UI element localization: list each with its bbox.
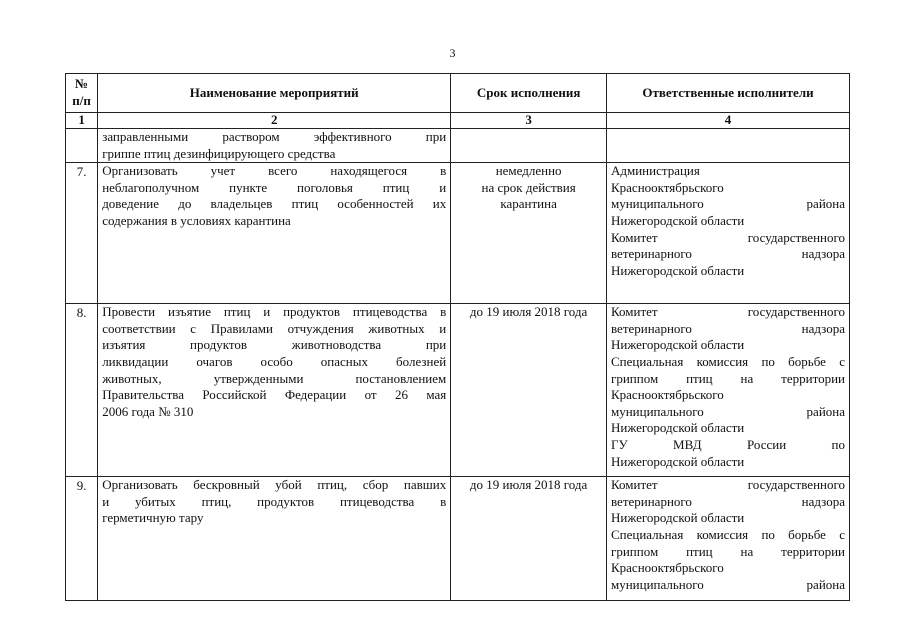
activity-cell: Организовать бескровный убой птиц, сбор павших и убитых птиц, продуктов птицеводства в герметичную тару bbox=[98, 477, 451, 601]
table-row bbox=[66, 304, 850, 477]
term-cell: до 19 июля 2018 года bbox=[451, 304, 607, 477]
column-number: 2 bbox=[98, 113, 451, 129]
responsible-cell: Комитет государственного ветеринарного надзора Нижегородской области Специальная комиссия по борьбе с гриппом птиц на территории Краснооктябрьского муниципального района Нижегородской области ГУ МВД России по Нижегородской области bbox=[606, 304, 849, 477]
table-header-row bbox=[66, 74, 850, 113]
term-cell: до 19 июля 2018 года bbox=[451, 477, 607, 601]
row-number: 8. bbox=[66, 304, 98, 477]
column-number: 1 bbox=[66, 113, 98, 129]
responsible-cell: Комитет государственного ветеринарного надзора Нижегородской области Специальная комиссия по борьбе с гриппом птиц на территории Краснооктябрьского муниципального района bbox=[606, 477, 849, 601]
activity-cell: заправленными раствором эффективного при гриппе птиц дезинфицирующего средства bbox=[98, 129, 451, 163]
row-number: 9. bbox=[66, 477, 98, 601]
term-cell bbox=[451, 129, 607, 163]
row-number bbox=[66, 129, 98, 163]
header-responsible: Ответственные исполнители bbox=[606, 74, 849, 113]
responsible-cell bbox=[606, 129, 849, 163]
header-term: Срок исполнения bbox=[451, 74, 607, 113]
column-number-row bbox=[66, 113, 850, 129]
page-number: 3 bbox=[449, 46, 456, 60]
activity-cell: Организовать учет всего находящегося в неблагополучном пункте поголовья птиц и доведение до владельцев птиц особенностей их содержания в условиях карантина bbox=[98, 163, 451, 304]
term-cell: немедленно на срок действия карантина bbox=[451, 163, 607, 304]
column-number: 4 bbox=[606, 113, 849, 129]
responsible-cell: Администрация Краснооктябрьского муниципального района Нижегородской области Комитет государственного ветеринарного надзора Нижегородской области bbox=[606, 163, 849, 304]
activity-cell: Провести изъятие птиц и продуктов птицеводства в соответствии с Правилами отчуждения животных и изъятия продуктов животноводства при ликвидации очагов особо опасных болезней животных, утвержденными постановлением Правительства Российской Федерации от 26 мая 2006 года № 310 bbox=[98, 304, 451, 477]
table-row bbox=[66, 129, 850, 163]
table-row bbox=[66, 163, 850, 304]
measures-table bbox=[65, 73, 850, 601]
header-activity: Наименование мероприятий bbox=[98, 74, 451, 113]
table-row bbox=[66, 477, 850, 601]
column-number: 3 bbox=[451, 113, 607, 129]
row-number: 7. bbox=[66, 163, 98, 304]
header-no: № п/п bbox=[66, 74, 98, 113]
